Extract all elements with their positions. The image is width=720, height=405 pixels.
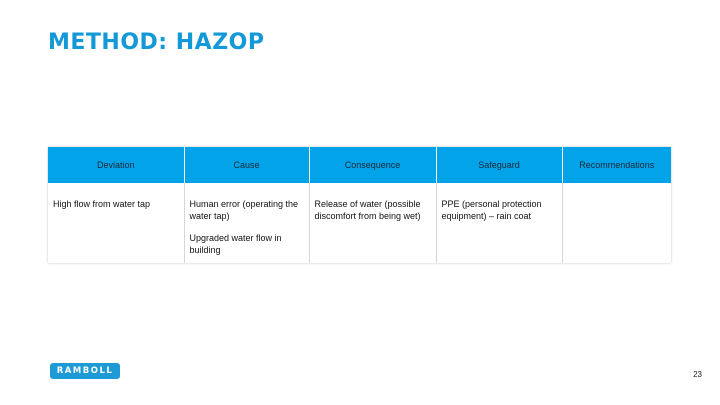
safeguard-text: PPE (personal protection equipment) – rain coat bbox=[441, 199, 542, 221]
cell-recommendations bbox=[562, 183, 671, 263]
header-consequence: Consequence bbox=[309, 147, 436, 183]
cell-consequence bbox=[309, 183, 436, 263]
cause-text-1: Human error (operating the water tap) bbox=[189, 199, 299, 221]
hazop-table bbox=[48, 147, 671, 263]
ramboll-logo: RAMBOLL bbox=[50, 363, 120, 379]
cell-deviation bbox=[48, 183, 184, 263]
header-deviation: Deviation bbox=[48, 147, 184, 183]
deviation-text: High flow from water tap bbox=[53, 199, 151, 209]
cell-safeguard bbox=[436, 183, 562, 263]
table-header-row bbox=[48, 147, 671, 183]
cell-cause bbox=[184, 183, 309, 263]
page-number: 23 bbox=[693, 370, 702, 379]
header-cause: Cause bbox=[184, 147, 309, 183]
header-safeguard: Safeguard bbox=[436, 147, 562, 183]
consequence-text: Release of water (possible discomfort from being wet) bbox=[314, 199, 421, 221]
cause-text-2: Upgraded water flow in building bbox=[189, 233, 282, 255]
table-row bbox=[48, 183, 671, 263]
header-recommendations: Recommendations bbox=[562, 147, 671, 183]
slide-title: METHOD: HAZOP bbox=[48, 30, 265, 55]
